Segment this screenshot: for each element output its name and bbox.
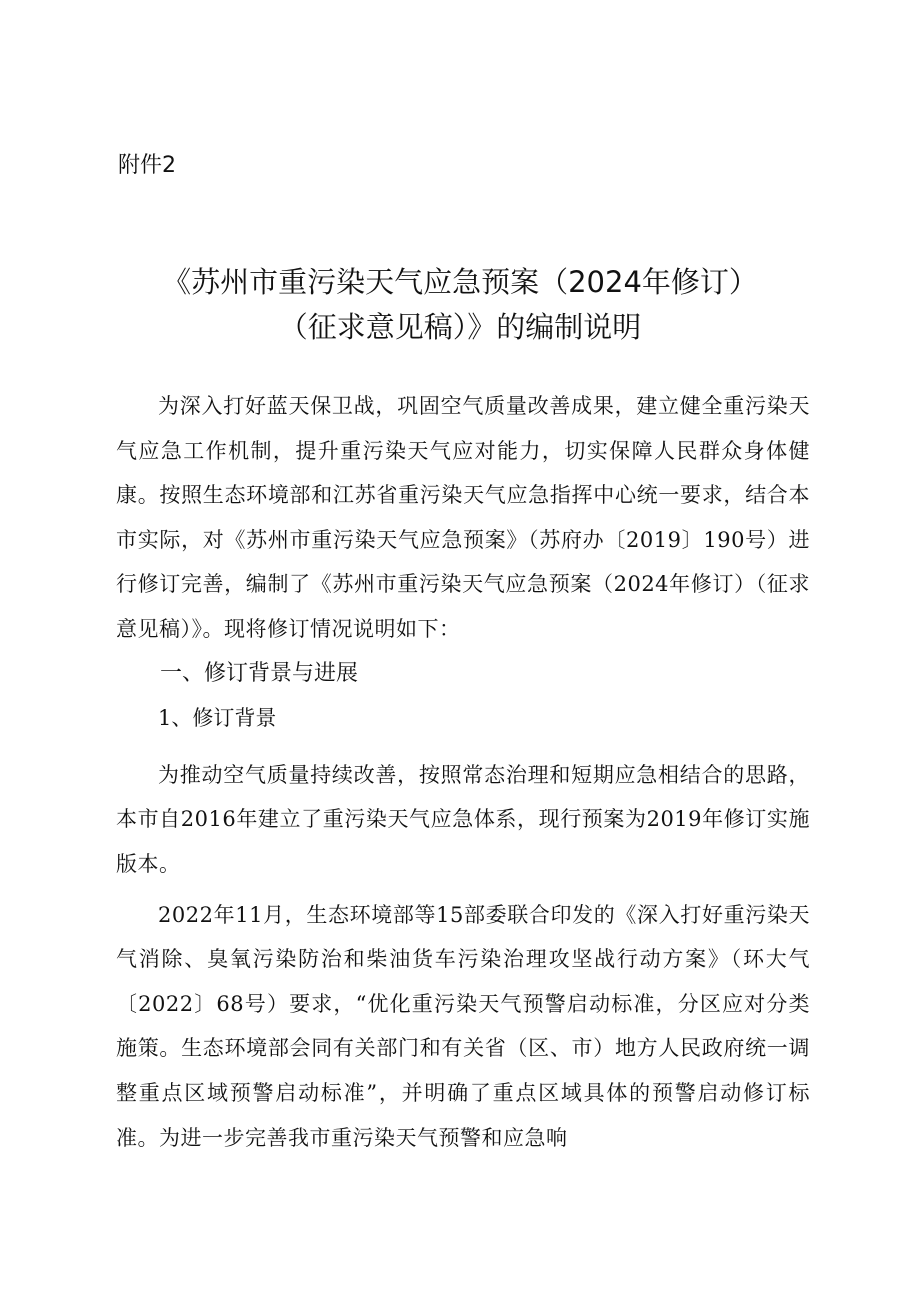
document-title-line-1: 《苏州市重污染天气应急预案（2024年修订） xyxy=(162,265,758,299)
document-body xyxy=(116,384,810,1160)
intro-paragraph: 为深入打好蓝天保卫战，巩固空气质量改善成果，建立健全重污染天气应急工作机制，提升重污染天气应对能力，切实保障人民群众身体健康。按照生态环境部和江苏省重污染天气应急指挥中心统一要求，结合本市实际，对《苏州市重污染天气应急预案》（苏府办〔2019〕190号）进行修订完善，编制了《苏州市重污染天气应急预案（2024年修订）（征求意见稿）》。现将修订情况说明如下： xyxy=(116,394,810,641)
subsection-heading: 1、修订背景 xyxy=(158,706,277,731)
document-title-line-2: （征求意见稿）》的编制说明 xyxy=(278,310,642,344)
body-paragraph-policy: 2022年11月，生态环境部等15部委联合印发的《深入打好重污染天气消除、臭氧污染防治和柴油货车污染治理攻坚战行动方案》（环大气〔2022〕68号）要求，“优化重污染天气预警启动标准，分区应对分类施策。生态环境部会同有关部门和有关省（区、市）地方人民政府统一调整重点区域预警启动标准”，并明确了重点区域具体的预警启动修订标准。为进一步完善我市重污染天气预警和应急响 xyxy=(116,902,810,1150)
attachment-label: 附件2 xyxy=(118,153,176,178)
section-heading: 一、修订背景与进展 xyxy=(160,660,359,686)
body-paragraph-background: 为推动空气质量持续改善，按照常态治理和短期应急相结合的思路，本市自2016年建立了重污染天气应急体系，现行预案为2019年修订实施版本。 xyxy=(116,762,810,876)
